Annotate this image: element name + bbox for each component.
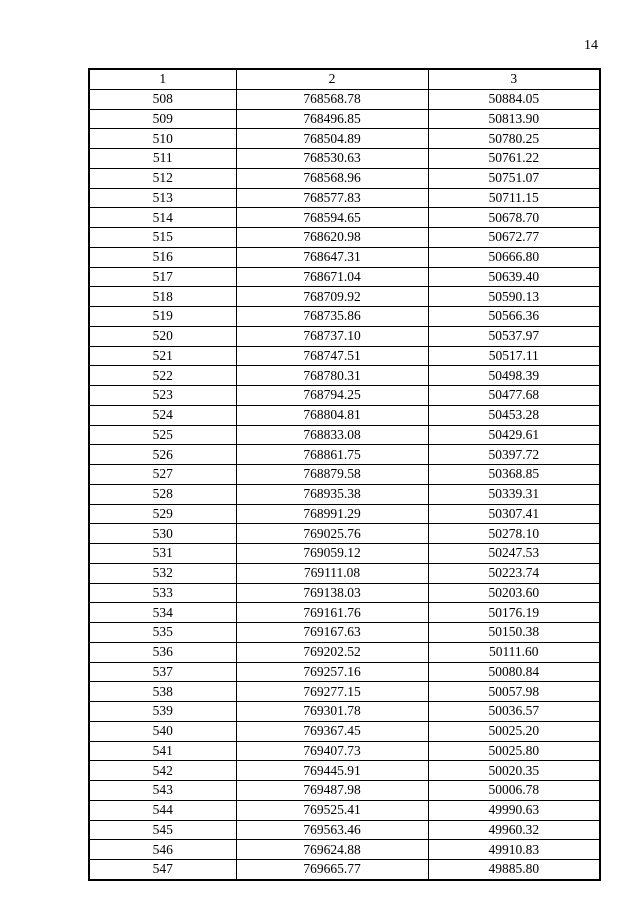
cell-y-coordinate: 50517.11	[428, 346, 600, 366]
cell-x-coordinate: 768594.65	[236, 208, 428, 228]
cell-point-number: 532	[89, 563, 236, 583]
cell-y-coordinate: 49960.32	[428, 820, 600, 840]
table-header-row	[89, 69, 600, 89]
cell-y-coordinate: 50639.40	[428, 267, 600, 287]
cell-x-coordinate: 769487.98	[236, 781, 428, 801]
cell-y-coordinate: 50203.60	[428, 583, 600, 603]
cell-x-coordinate: 769624.88	[236, 840, 428, 860]
cell-x-coordinate: 768747.51	[236, 346, 428, 366]
cell-y-coordinate: 50020.35	[428, 761, 600, 781]
cell-x-coordinate: 769111.08	[236, 563, 428, 583]
cell-y-coordinate: 50672.77	[428, 228, 600, 248]
table-row	[89, 662, 600, 682]
table-row	[89, 425, 600, 445]
cell-y-coordinate: 50666.80	[428, 247, 600, 267]
cell-point-number: 535	[89, 623, 236, 643]
cell-point-number: 514	[89, 208, 236, 228]
table-row	[89, 840, 600, 860]
cell-x-coordinate: 768620.98	[236, 228, 428, 248]
cell-x-coordinate: 768647.31	[236, 247, 428, 267]
cell-y-coordinate: 49910.83	[428, 840, 600, 860]
cell-point-number: 522	[89, 366, 236, 386]
table-row	[89, 346, 600, 366]
cell-point-number: 527	[89, 465, 236, 485]
cell-point-number: 518	[89, 287, 236, 307]
cell-x-coordinate: 768568.78	[236, 89, 428, 109]
cell-y-coordinate: 50498.39	[428, 366, 600, 386]
cell-y-coordinate: 50780.25	[428, 129, 600, 149]
cell-point-number: 515	[89, 228, 236, 248]
cell-y-coordinate: 50111.60	[428, 642, 600, 662]
cell-point-number: 509	[89, 109, 236, 129]
cell-point-number: 546	[89, 840, 236, 860]
cell-x-coordinate: 769445.91	[236, 761, 428, 781]
cell-y-coordinate: 50176.19	[428, 603, 600, 623]
cell-x-coordinate: 768504.89	[236, 129, 428, 149]
cell-x-coordinate: 768935.38	[236, 484, 428, 504]
cell-point-number: 513	[89, 188, 236, 208]
cell-x-coordinate: 769407.73	[236, 741, 428, 761]
table-row	[89, 583, 600, 603]
table-row	[89, 603, 600, 623]
cell-point-number: 529	[89, 504, 236, 524]
cell-y-coordinate: 50678.70	[428, 208, 600, 228]
cell-point-number: 530	[89, 524, 236, 544]
table-row	[89, 721, 600, 741]
cell-y-coordinate: 50025.80	[428, 741, 600, 761]
cell-y-coordinate: 50080.84	[428, 662, 600, 682]
column-header-y: 3	[428, 69, 600, 89]
cell-x-coordinate: 768496.85	[236, 109, 428, 129]
cell-y-coordinate: 50006.78	[428, 781, 600, 801]
table-row	[89, 465, 600, 485]
cell-x-coordinate: 768577.83	[236, 188, 428, 208]
cell-point-number: 521	[89, 346, 236, 366]
cell-x-coordinate: 768780.31	[236, 366, 428, 386]
cell-y-coordinate: 50307.41	[428, 504, 600, 524]
table-row	[89, 544, 600, 564]
cell-point-number: 531	[89, 544, 236, 564]
table-row	[89, 208, 600, 228]
cell-x-coordinate: 769277.15	[236, 682, 428, 702]
table-row	[89, 445, 600, 465]
cell-x-coordinate: 769525.41	[236, 800, 428, 820]
page-number: 14	[584, 38, 598, 53]
cell-x-coordinate: 769301.78	[236, 702, 428, 722]
table-row	[89, 800, 600, 820]
table-row	[89, 129, 600, 149]
cell-y-coordinate: 50036.57	[428, 702, 600, 722]
cell-point-number: 511	[89, 149, 236, 169]
cell-point-number: 541	[89, 741, 236, 761]
cell-y-coordinate: 50537.97	[428, 326, 600, 346]
table-row	[89, 287, 600, 307]
table-row	[89, 267, 600, 287]
cell-x-coordinate: 768671.04	[236, 267, 428, 287]
cell-y-coordinate: 50223.74	[428, 563, 600, 583]
cell-x-coordinate: 769665.77	[236, 860, 428, 880]
cell-point-number: 540	[89, 721, 236, 741]
cell-point-number: 539	[89, 702, 236, 722]
cell-point-number: 543	[89, 781, 236, 801]
table-row	[89, 524, 600, 544]
cell-point-number: 528	[89, 484, 236, 504]
table-row	[89, 307, 600, 327]
table-row	[89, 702, 600, 722]
cell-x-coordinate: 768794.25	[236, 386, 428, 406]
cell-x-coordinate: 769161.76	[236, 603, 428, 623]
cell-y-coordinate: 50429.61	[428, 425, 600, 445]
cell-x-coordinate: 769563.46	[236, 820, 428, 840]
table-row	[89, 781, 600, 801]
cell-point-number: 510	[89, 129, 236, 149]
table-row	[89, 326, 600, 346]
cell-point-number: 519	[89, 307, 236, 327]
cell-y-coordinate: 50761.22	[428, 149, 600, 169]
table-row	[89, 247, 600, 267]
cell-point-number: 534	[89, 603, 236, 623]
table-row	[89, 89, 600, 109]
cell-point-number: 533	[89, 583, 236, 603]
cell-y-coordinate: 50590.13	[428, 287, 600, 307]
cell-y-coordinate: 49885.80	[428, 860, 600, 880]
cell-x-coordinate: 769059.12	[236, 544, 428, 564]
cell-x-coordinate: 768861.75	[236, 445, 428, 465]
table-row	[89, 761, 600, 781]
cell-point-number: 524	[89, 405, 236, 425]
cell-point-number: 526	[89, 445, 236, 465]
cell-y-coordinate: 50813.90	[428, 109, 600, 129]
cell-x-coordinate: 768879.58	[236, 465, 428, 485]
cell-y-coordinate: 50397.72	[428, 445, 600, 465]
cell-y-coordinate: 50566.36	[428, 307, 600, 327]
table-row	[89, 820, 600, 840]
cell-point-number: 547	[89, 860, 236, 880]
cell-y-coordinate: 50711.15	[428, 188, 600, 208]
cell-x-coordinate: 769257.16	[236, 662, 428, 682]
table-row	[89, 741, 600, 761]
cell-y-coordinate: 49990.63	[428, 800, 600, 820]
cell-point-number: 508	[89, 89, 236, 109]
cell-point-number: 542	[89, 761, 236, 781]
cell-x-coordinate: 768737.10	[236, 326, 428, 346]
cell-x-coordinate: 768804.81	[236, 405, 428, 425]
table-row	[89, 642, 600, 662]
cell-y-coordinate: 50368.85	[428, 465, 600, 485]
table-row	[89, 228, 600, 248]
cell-x-coordinate: 768530.63	[236, 149, 428, 169]
table-row	[89, 149, 600, 169]
table-body	[89, 89, 600, 880]
cell-y-coordinate: 50150.38	[428, 623, 600, 643]
table-row	[89, 366, 600, 386]
table-row	[89, 188, 600, 208]
table-row	[89, 623, 600, 643]
cell-x-coordinate: 768709.92	[236, 287, 428, 307]
cell-point-number: 536	[89, 642, 236, 662]
cell-point-number: 525	[89, 425, 236, 445]
cell-x-coordinate: 769167.63	[236, 623, 428, 643]
cell-y-coordinate: 50339.31	[428, 484, 600, 504]
table-row	[89, 682, 600, 702]
cell-point-number: 517	[89, 267, 236, 287]
table-row	[89, 484, 600, 504]
table-row	[89, 504, 600, 524]
cell-point-number: 523	[89, 386, 236, 406]
cell-x-coordinate: 768833.08	[236, 425, 428, 445]
cell-point-number: 537	[89, 662, 236, 682]
column-header-x: 2	[236, 69, 428, 89]
cell-y-coordinate: 50057.98	[428, 682, 600, 702]
table-row	[89, 563, 600, 583]
cell-y-coordinate: 50025.20	[428, 721, 600, 741]
table-row	[89, 109, 600, 129]
cell-y-coordinate: 50477.68	[428, 386, 600, 406]
cell-x-coordinate: 769202.52	[236, 642, 428, 662]
cell-y-coordinate: 50247.53	[428, 544, 600, 564]
cell-x-coordinate: 769138.03	[236, 583, 428, 603]
cell-x-coordinate: 768568.96	[236, 168, 428, 188]
column-header-point: 1	[89, 69, 236, 89]
table-row	[89, 168, 600, 188]
cell-y-coordinate: 50884.05	[428, 89, 600, 109]
cell-point-number: 545	[89, 820, 236, 840]
cell-point-number: 544	[89, 800, 236, 820]
table-row	[89, 386, 600, 406]
cell-x-coordinate: 768991.29	[236, 504, 428, 524]
cell-point-number: 520	[89, 326, 236, 346]
cell-x-coordinate: 769025.76	[236, 524, 428, 544]
cell-x-coordinate: 769367.45	[236, 721, 428, 741]
coordinates-table	[88, 68, 601, 881]
table-row	[89, 405, 600, 425]
table-row	[89, 860, 600, 880]
cell-y-coordinate: 50278.10	[428, 524, 600, 544]
cell-point-number: 538	[89, 682, 236, 702]
cell-point-number: 516	[89, 247, 236, 267]
cell-point-number: 512	[89, 168, 236, 188]
cell-y-coordinate: 50453.28	[428, 405, 600, 425]
cell-x-coordinate: 768735.86	[236, 307, 428, 327]
cell-y-coordinate: 50751.07	[428, 168, 600, 188]
